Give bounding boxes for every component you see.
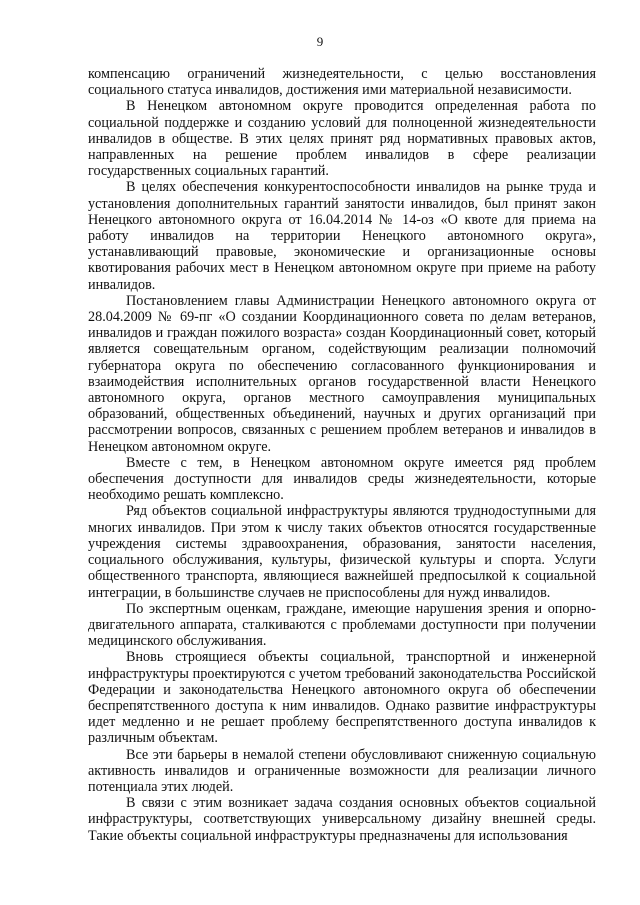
paragraph-5: Вместе с тем, в Ненецком автономном округе имеется ряд проблем обеспечения доступности для инвалидов среды жизнедеятельности, которые необходимо решать комплексно. [88,454,596,504]
paragraph-6: Ряд объектов социальной инфраструктуры являются труднодоступными для многих инвалидов. При этом к числу таких объектов относятся государственные учреждения системы здравоохранения, образования, занятости населения, социального обслуживания, культуры, физической культуры и спорта. Услуги общественного транспорта, являющиеся важнейшей предпосылкой к социальной интеграции, в большинстве случаев не приспособлены для нужд инвалидов. [88,503,596,601]
document-body [88,66,596,844]
paragraph-1: компенсацию ограничений жизнедеятельности, с целью восстановления социального статуса инвалидов, достижения ими материальной независимости. [88,66,596,99]
page-number: 9 [316,34,324,49]
paragraph-7: По экспертным оценкам, граждане, имеющие нарушения зрения и опорно-двигательного аппарата, сталкиваются с проблемами доступности при получении медицинского обслуживания. [88,600,596,650]
paragraph-3: В целях обеспечения конкурентоспособности инвалидов на рынке труда и установления дополнительных гарантий занятости инвалидов, был принят закон Ненецкого автономного округа от 16.04.2014 № 14-оз «О квоте для приема на работу инвалидов на территории Ненецкого автономного округа», устанавливающий правовые, экономические и организационные основы квотирования рабочих мест в Ненецком автономном округе при приеме на работу инвалидов. [88,179,596,293]
paragraph-9: Все эти барьеры в немалой степени обусловливают сниженную социальную активность инвалидов и ограниченные возможности для реализации личного потенциала этих людей. [88,746,596,795]
paragraph-2: В Ненецком автономном округе проводится определенная работа по социальной поддержке и созданию условий для полноценной жизнедеятельности инвалидов в обществе. В этих целях принят ряд нормативных правовых актов, направленных на решение проблем инвалидов в сфере реализации государственных социальных гарантий. [88,98,596,180]
paragraph-8: Вновь строящиеся объекты социальной, транспортной и инженерной инфраструктуры проектируются с учетом требований законодательства Российской Федерации и законодательства Ненецкого автономного округа об обеспечении беспрепятственного доступа к ним инвалидов. Однако развитие инфраструктуры идет медленно и не решает проблему беспрепятственного доступа инвалидов к различным объектам. [88,649,596,747]
paragraph-10: В связи с этим возникает задача создания основных объектов социальной инфраструктуры, соответствующих универсальному дизайну внешней среды. Такие объекты социальной инфраструктуры предназначены для использования [88,795,596,844]
paragraph-4: Постановлением главы Администрации Ненецкого автономного округа от 28.04.2009 № 69-пг «О создании Координационного совета по делам ветеранов, инвалидов и граждан пожилого возраста» создан Координационный совет, который является совещательным органом, содействующим реализации полномочий губернатора округа по обеспечению согласованного функционирования и взаимодействия исполнительных органов государственной власти Ненецкого автономного округа, органов местного самоуправления муниципальных образований, общественных объединений, научных и других организаций при рассмотрении вопросов, связанных с решением проблем ветеранов и инвалидов в Ненецком автономном округе. [88,292,596,455]
